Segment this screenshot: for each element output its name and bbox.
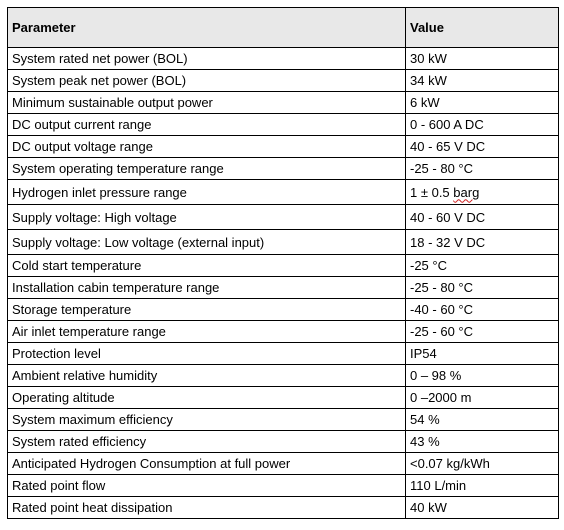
row-parameter: Hydrogen inlet pressure range xyxy=(8,180,406,205)
row-parameter: System peak net power (BOL) xyxy=(8,70,406,92)
table-row xyxy=(8,205,559,230)
row-parameter: Supply voltage: Low voltage (external input) xyxy=(8,230,406,255)
row-parameter: Storage temperature xyxy=(8,299,406,321)
row-parameter: Protection level xyxy=(8,343,406,365)
row-value: 30 kW xyxy=(406,48,559,70)
spec-table xyxy=(7,7,559,519)
row-parameter: DC output voltage range xyxy=(8,136,406,158)
table-row xyxy=(8,497,559,519)
row-parameter: Rated point flow xyxy=(8,475,406,497)
spec-table-container xyxy=(7,7,558,519)
row-parameter: Rated point heat dissipation xyxy=(8,497,406,519)
table-header-row xyxy=(8,8,559,48)
row-value: 43 % xyxy=(406,431,559,453)
row-value: -25 - 80 °C xyxy=(406,277,559,299)
table-row xyxy=(8,321,559,343)
table-row xyxy=(8,180,559,205)
row-parameter: System rated net power (BOL) xyxy=(8,48,406,70)
row-parameter: Minimum sustainable output power xyxy=(8,92,406,114)
row-parameter: Installation cabin temperature range xyxy=(8,277,406,299)
table-row xyxy=(8,230,559,255)
row-parameter: System maximum efficiency xyxy=(8,409,406,431)
table-row xyxy=(8,114,559,136)
row-parameter: Supply voltage: High voltage xyxy=(8,205,406,230)
row-value: 40 - 65 V DC xyxy=(406,136,559,158)
row-parameter: Ambient relative humidity xyxy=(8,365,406,387)
table-row xyxy=(8,158,559,180)
table-row xyxy=(8,48,559,70)
table-row xyxy=(8,475,559,497)
table-row xyxy=(8,387,559,409)
table-row xyxy=(8,92,559,114)
table-row xyxy=(8,431,559,453)
header-value: Value xyxy=(406,8,559,48)
table-row xyxy=(8,136,559,158)
header-parameter: Parameter xyxy=(8,8,406,48)
table-row xyxy=(8,409,559,431)
row-value: -25 °C xyxy=(406,255,559,277)
row-value: 0 - 600 A DC xyxy=(406,114,559,136)
row-value: IP54 xyxy=(406,343,559,365)
table-row xyxy=(8,453,559,475)
row-value-unit: barg xyxy=(453,184,480,200)
row-parameter: DC output current range xyxy=(8,114,406,136)
row-value: 110 L/min xyxy=(406,475,559,497)
row-parameter: Cold start temperature xyxy=(8,255,406,277)
row-value: <0.07 kg/kWh xyxy=(406,453,559,475)
table-row xyxy=(8,70,559,92)
row-value: 40 - 60 V DC xyxy=(406,205,559,230)
table-row xyxy=(8,277,559,299)
row-parameter: System operating temperature range xyxy=(8,158,406,180)
row-value: 54 % xyxy=(406,409,559,431)
row-value: -25 - 60 °C xyxy=(406,321,559,343)
table-row xyxy=(8,299,559,321)
row-value: -40 - 60 °C xyxy=(406,299,559,321)
row-value-number: 1 ± 0.5 xyxy=(410,184,454,200)
row-value: 18 - 32 V DC xyxy=(406,230,559,255)
row-value: -25 - 80 °C xyxy=(406,158,559,180)
row-value xyxy=(406,180,559,205)
row-parameter: Anticipated Hydrogen Consumption at full power xyxy=(8,453,406,475)
row-value: 6 kW xyxy=(406,92,559,114)
table-row xyxy=(8,255,559,277)
table-row xyxy=(8,343,559,365)
row-value: 0 –2000 m xyxy=(406,387,559,409)
row-value: 0 – 98 % xyxy=(406,365,559,387)
table-row xyxy=(8,365,559,387)
row-parameter: Air inlet temperature range xyxy=(8,321,406,343)
row-parameter: Operating altitude xyxy=(8,387,406,409)
row-value: 40 kW xyxy=(406,497,559,519)
row-value: 34 kW xyxy=(406,70,559,92)
row-parameter: System rated efficiency xyxy=(8,431,406,453)
